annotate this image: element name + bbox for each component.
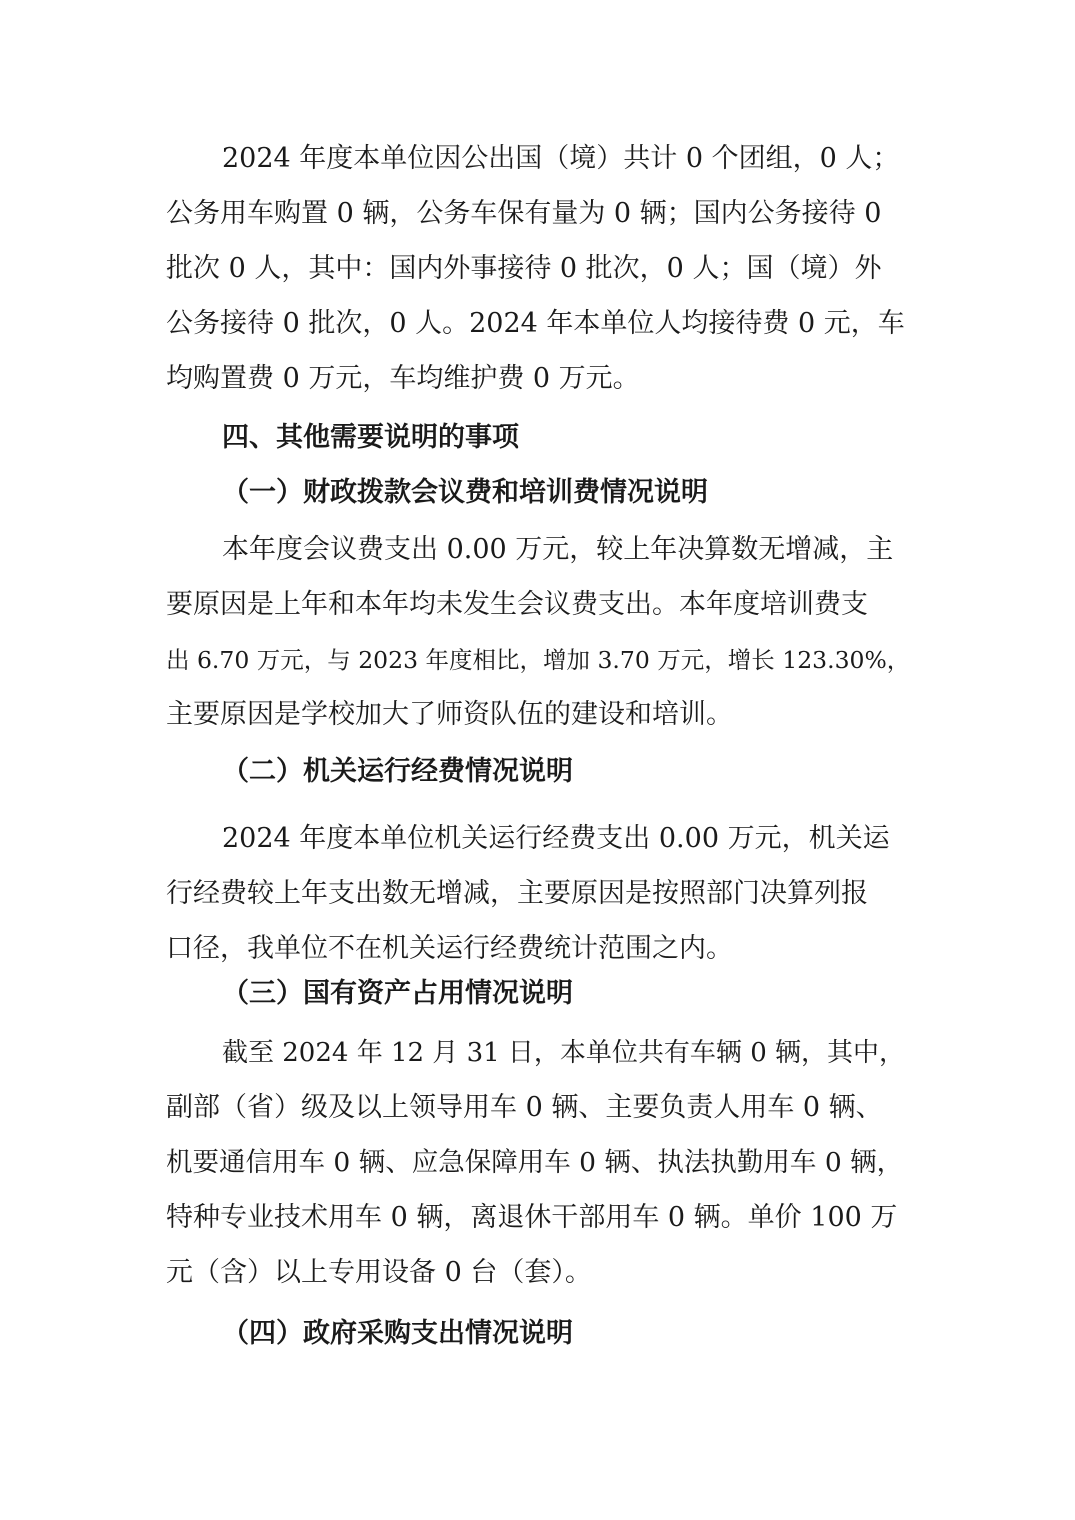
subsection-heading: （二）机关运行经费情况说明 — [222, 756, 573, 787]
section-heading: 四、其他需要说明的事项 — [222, 422, 519, 453]
paragraph-line: 机要通信用车 0 辆、应急保障用车 0 辆、执法执勤用车 0 辆， — [166, 1147, 904, 1178]
paragraph-line: 批次 0 人，其中：国内外事接待 0 批次，0 人；国（境）外 — [166, 253, 882, 284]
paragraph-line: 截至 2024 年 12 月 31 日，本单位共有车辆 0 辆，其中， — [222, 1038, 905, 1068]
paragraph-line: 公务用车购置 0 辆，公务车保有量为 0 辆；国内公务接待 0 — [166, 198, 882, 229]
subsection-heading: （一）财政拨款会议费和培训费情况说明 — [222, 477, 708, 508]
paragraph-line: 特种专业技术用车 0 辆，离退休干部用车 0 辆。单价 100 万 — [166, 1202, 898, 1233]
paragraph-line: 元（含）以上专用设备 0 台（套）。 — [166, 1257, 592, 1288]
paragraph-line: 公务接待 0 批次，0 人。2024 年本单位人均接待费 0 元，车 — [166, 308, 905, 339]
subsection-heading: （四）政府采购支出情况说明 — [222, 1318, 573, 1349]
paragraph-line: 本年度会议费支出 0.00 万元，较上年决算数无增减，主 — [222, 534, 894, 565]
paragraph-line: 要原因是上年和本年均未发生会议费支出。本年度培训费支 — [166, 589, 868, 620]
paragraph-line: 均购置费 0 万元，车均维护费 0 万元。 — [166, 363, 640, 394]
paragraph-line: 2024 年度本单位因公出国（境）共计 0 个团组，0 人； — [222, 143, 900, 174]
paragraph-line: 主要原因是学校加大了师资队伍的建设和培训。 — [166, 699, 733, 730]
paragraph-line: 行经费较上年支出数无增减，主要原因是按照部门决算列报 — [166, 878, 868, 909]
paragraph-line: 2024 年度本单位机关运行经费支出 0.00 万元，机关运 — [222, 823, 890, 854]
paragraph-line: 副部（省）级及以上领导用车 0 辆、主要负责人用车 0 辆、 — [166, 1092, 883, 1123]
subsection-heading: （三）国有资产占用情况说明 — [222, 978, 573, 1009]
paragraph-line: 口径，我单位不在机关运行经费统计范围之内。 — [166, 933, 733, 964]
paragraph-line: 出 6.70 万元，与 2023 年度相比，增加 3.70 万元，增长 123.30%， — [166, 646, 911, 674]
